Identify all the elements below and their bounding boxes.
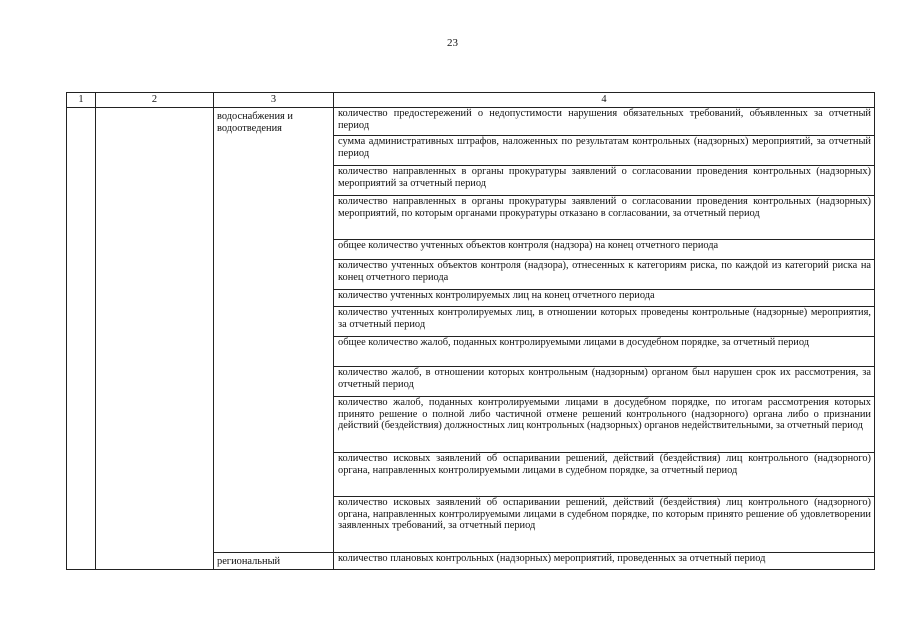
metric-cell: количество учтенных контролируемых лиц на конец отчетного периода	[334, 290, 875, 307]
header-col-2: 2	[96, 93, 214, 108]
metric-cell: количество учтенных контролируемых лиц, в отношении которых проведены контрольные (надзорные) мероприятия, за отчетный период	[334, 307, 875, 337]
col3-category-water: водоснабжения и водоотведения	[214, 108, 334, 553]
header-col-1: 1	[67, 93, 96, 108]
col3-category-regional: региональный	[214, 553, 334, 570]
col2-empty-cell	[96, 108, 214, 570]
table-row	[67, 108, 875, 136]
metric-cell: количество предостережений о недопустимости нарушения обязательных требований, объявленных за отчетный период	[334, 108, 875, 136]
metric-cell: сумма административных штрафов, наложенных по результатам контрольных (надзорных) мероприятий, за отчетный период	[334, 136, 875, 166]
metric-cell: количество исковых заявлений об оспаривании решений, действий (бездействия) лиц контрольного (надзорного) органа, направленных контролируемыми лицами в судебном порядке, за отчетный период	[334, 453, 875, 497]
metric-cell: общее количество жалоб, поданных контролируемыми лицами в досудебном порядке, за отчетный период	[334, 337, 875, 367]
metric-cell: количество жалоб, в отношении которых контрольным (надзорным) органом был нарушен срок их рассмотрения, за отчетный период	[334, 367, 875, 397]
metric-cell: количество исковых заявлений об оспаривании решений, действий (бездействия) лиц контрольного (надзорного) органа, направленных контролируемыми лицами в судебном порядке, по которым принято решение об удовлетворении заявленных требований, за отчетный период	[334, 497, 875, 553]
header-col-4: 4	[334, 93, 875, 108]
page-number: 23	[447, 37, 458, 49]
metric-cell: количество плановых контрольных (надзорных) мероприятий, проведенных за отчетный период	[334, 553, 875, 570]
header-col-3: 3	[214, 93, 334, 108]
metric-cell: количество направленных в органы прокуратуры заявлений о согласовании проведения контрольных (надзорных) мероприятий за отчетный период	[334, 166, 875, 196]
table-header-row	[67, 93, 875, 108]
report-table	[66, 92, 875, 570]
col1-empty-cell	[67, 108, 96, 570]
metric-cell: количество жалоб, поданных контролируемыми лицами в досудебном порядке, по итогам рассмотрения которых принято решение о полной либо частичной отмене решений контрольного (надзорного) органа либо о признании действий (бездействия) должностных лиц контрольных (надзорных) органов недействительными, за отчетный период	[334, 397, 875, 453]
metric-cell: количество учтенных объектов контроля (надзора), отнесенных к категориям риска, по каждой из категорий риска на конец отчетного периода	[334, 260, 875, 290]
metric-cell: общее количество учтенных объектов контроля (надзора) на конец отчетного периода	[334, 240, 875, 260]
metric-cell: количество направленных в органы прокуратуры заявлений о согласовании проведения контрольных (надзорных) мероприятий, по которым органами прокуратуры отказано в согласовании, за отчетный период	[334, 196, 875, 240]
